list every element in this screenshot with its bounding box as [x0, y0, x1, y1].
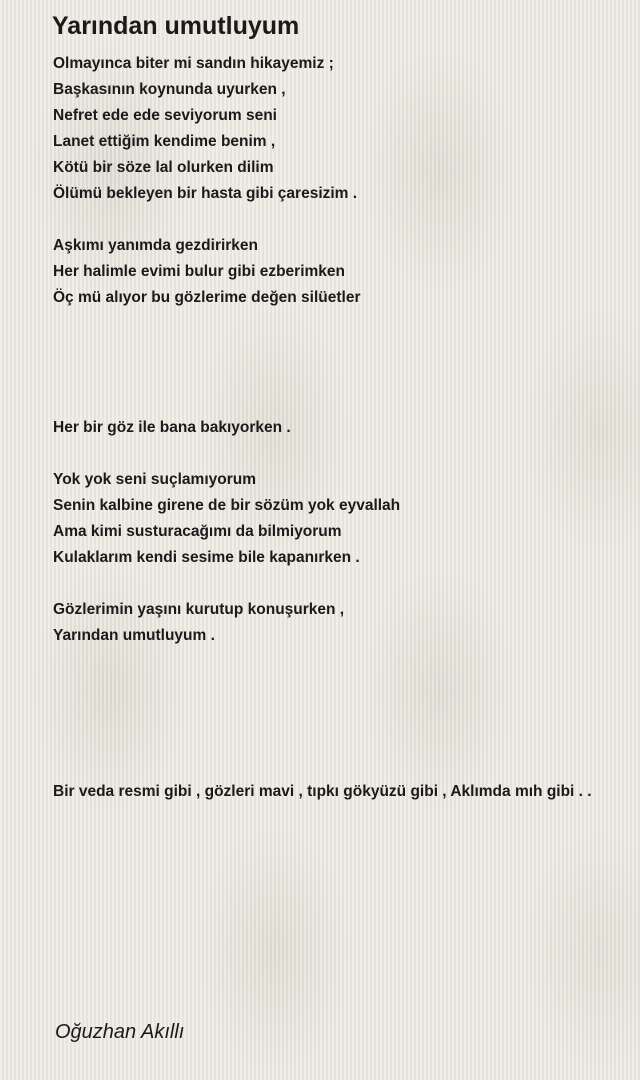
stanza-break — [53, 727, 593, 753]
stanza-break — [53, 337, 593, 363]
stanza-break — [53, 363, 593, 389]
poem-author: Oğuzhan Akıllı — [55, 1021, 185, 1043]
poem-line: Kulaklarım kendi sesime bile kapanırken . — [53, 549, 360, 566]
stanza-break — [53, 389, 593, 415]
poem-body — [53, 51, 593, 805]
stanza-break — [53, 441, 593, 467]
poem-line: Ölümü bekleyen bir hasta gibi çaresizim . — [53, 185, 358, 202]
poem-line: Aşkımı yanımda gezdirirken — [53, 237, 259, 254]
poem-line: Ama kimi susturacağımı da bilmiyorum — [53, 523, 342, 540]
poem-line: Yarından umutluyum . — [53, 627, 215, 644]
poem-line: Her halimle evimi bulur gibi ezberimken — [53, 263, 346, 280]
poem-line: Bir veda resmi gibi , gözleri mavi , tıpkı gökyüzü gibi , Aklımda mıh gibi . . — [53, 783, 592, 800]
stanza-break — [53, 675, 593, 701]
stanza-break — [53, 753, 593, 779]
poem-line: Gözlerimin yaşını kurutup konuşurken , — [53, 601, 345, 618]
poem-line: Nefret ede ede seviyorum seni — [53, 107, 277, 124]
poem-line: Lanet ettiğim kendime benim , — [53, 133, 276, 150]
poem-title: Yarından umutluyum — [52, 12, 300, 40]
stanza-break — [53, 571, 593, 597]
poem-line: Öç mü alıyor bu gözlerime değen silüetler — [53, 289, 361, 306]
poem-line: Olmayınca biter mi sandın hikayemiz ; — [53, 55, 334, 72]
stanza-break — [53, 311, 593, 337]
poem-line: Başkasının koynunda uyurken , — [53, 81, 286, 98]
poem-line: Yok yok seni suçlamıyorum — [53, 471, 257, 488]
poem-line: Her bir göz ile bana bakıyorken . — [53, 419, 291, 436]
poem-line: Senin kalbine girene de bir sözüm yok eyvallah — [53, 497, 401, 514]
stanza-break — [53, 701, 593, 727]
stanza-break — [53, 649, 593, 675]
poem-line: Kötü bir söze lal olurken dilim — [53, 159, 274, 176]
stanza-break — [53, 207, 593, 233]
